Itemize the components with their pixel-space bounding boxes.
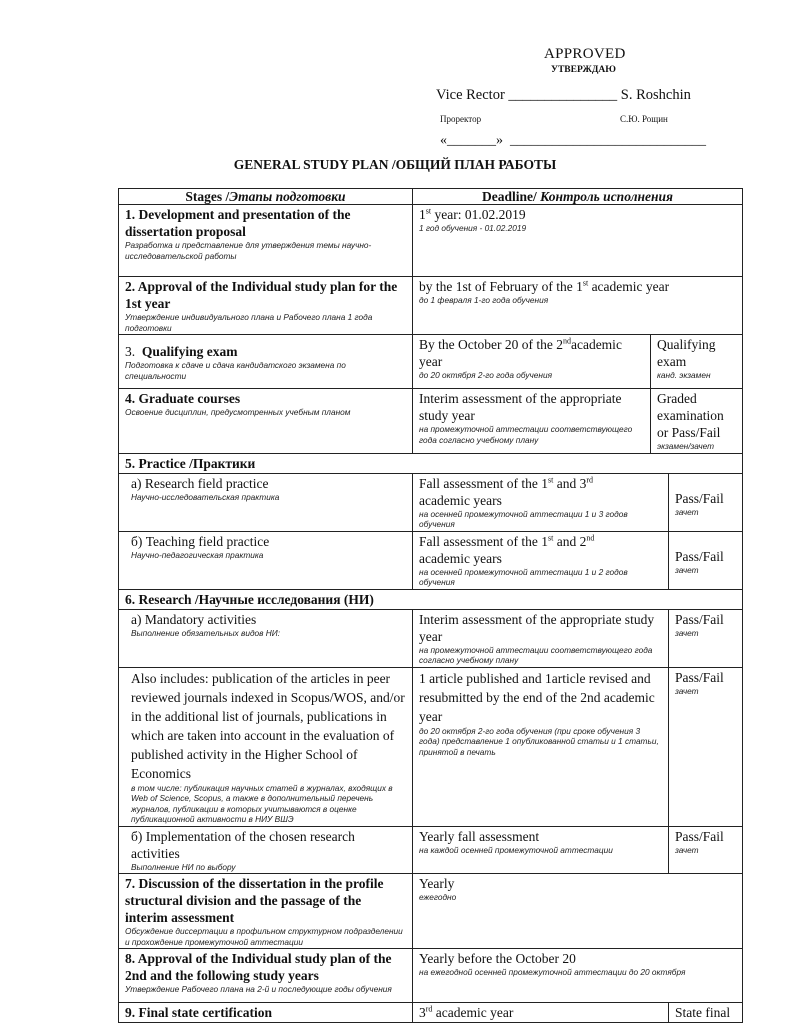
deadline-cell: Interim assessment of the appropriate study year на промежуточной аттестации соответствующего года согласно учебному плану	[413, 389, 651, 454]
vice-rector-label-ru: Проректор	[440, 114, 482, 124]
table-row	[119, 531, 743, 589]
stage-cell: б) Teaching field practice Научно-педагогическая практика	[119, 531, 413, 589]
control-cell: Pass/Fail зачет	[669, 531, 743, 589]
table-row	[119, 949, 743, 1003]
table-row	[119, 826, 743, 874]
table-row	[119, 1003, 743, 1023]
vice-rector-signature-line: Vice Rector _______________ S. Roshchin	[436, 87, 691, 103]
approved-label-ru: УТВЕРЖДАЮ	[551, 65, 616, 75]
stage-cell: 3. Qualifying exam Подготовка к сдаче и сдача кандидатского экзамена по специальности	[119, 335, 413, 389]
table-row	[119, 277, 743, 335]
date-signature-line: «_______» ____________________________	[440, 133, 706, 148]
control-cell: Graded examination or Pass/Fail экзамен/зачет	[651, 389, 743, 454]
section-row	[119, 453, 743, 473]
table-row	[119, 473, 743, 531]
control-cell: Pass/Fail зачет	[669, 667, 743, 826]
deadline-cell: Fall assessment of the 1st and 2nd academic years на осенней промежуточной аттестации 1 и 2 годов обучения	[413, 531, 669, 589]
deadline-cell: Fall assessment of the 1st and 3rd academic years на осенней промежуточной аттестации 1 и 3 годов обучения	[413, 473, 669, 531]
table-header-row	[119, 189, 743, 205]
stage-cell: 7. Discussion of the dissertation in the profile structural division and the passage of the interim assessment Обсуждение диссертации в профильном структурном подразделении и прохождение промежуточной аттестации	[119, 874, 413, 949]
deadline-cell: By the October 20 of the 2ndacademic year до 20 октября 2-го года обучения	[413, 335, 651, 389]
deadline-header: Deadline/ Контроль исполнения	[413, 189, 743, 205]
approved-label: APPROVED	[544, 46, 626, 62]
control-cell: Qualifying exam канд. экзамен	[651, 335, 743, 389]
stage-cell: б) Implementation of the chosen research activities Выполнение НИ по выбору	[119, 826, 413, 874]
stage-cell: Also includes: publication of the articles in peer reviewed journals indexed in Scopus/WOS, and/or in the additional list of journals, publications in which are taken into account in the evaluation of published activity in the Higher School of Economics в том числе: публикация научных статей в журналах, входящих в Web of Science, Scopus, а также в дополнительный перечень журналов, публикации в которых учитываются в оценке публикационной активности в НИУ ВШЭ	[119, 667, 413, 826]
deadline-cell: Interim assessment of the appropriate study year на промежуточной аттестации соответствующего года согласно учебному плану	[413, 609, 669, 667]
control-cell: Pass/Fail зачет	[669, 609, 743, 667]
stage-cell: 1. Development and presentation of the dissertation proposal Разработка и представление для утверждения темы научно-исследовательской работы	[119, 205, 413, 277]
section-title: 6. Research /Научные исследования (НИ)	[119, 589, 743, 609]
deadline-cell: 1 article published and 1article revised and resubmitted by the end of the 2nd academic year до 20 октября 2-го года обучения (при сроке обучения 3 года) представление 1 опубликованной статьи и 1 статьи, принятой в печать	[413, 667, 669, 826]
stage-cell: 8. Approval of the Individual study plan of the 2nd and the following study years Утверждение Рабочего плана на 2-й и последующие годы обучения	[119, 949, 413, 1003]
signer-name-ru: С.Ю. Рощин	[620, 114, 668, 124]
study-plan-table	[118, 188, 743, 1023]
stage-cell: 4. Graduate courses Освоение дисциплин, предусмотренных учебным планом	[119, 389, 413, 454]
stage-cell: 2. Approval of the Individual study plan for the 1st year Утверждение индивидуального плана и Рабочего плана 1 года подготовки	[119, 277, 413, 335]
deadline-cell: Yearly before the October 20 на ежегодной осенней промежуточной аттестации до 20 октября	[413, 949, 743, 1003]
deadline-cell: by the 1st of February of the 1st academic year до 1 февраля 1-го года обучения	[413, 277, 743, 335]
document-title: GENERAL STUDY PLAN /ОБЩИЙ ПЛАН РАБОТЫ	[233, 157, 557, 172]
stage-cell: а) Mandatory activities Выполнение обязательных видов НИ:	[119, 609, 413, 667]
control-cell: Pass/Fail зачет	[669, 826, 743, 874]
stage-cell: а) Research field practice Научно-исследовательская практика	[119, 473, 413, 531]
stages-header: Stages /Этапы подготовки	[119, 189, 413, 205]
section-title: 5. Practice /Практики	[119, 453, 743, 473]
deadline-cell: Yearly ежегодно	[413, 874, 743, 949]
deadline-cell: Yearly fall assessment на каждой осенней промежуточной аттестации	[413, 826, 669, 874]
table-row	[119, 667, 743, 826]
control-cell: State final	[669, 1003, 743, 1023]
deadline-cell: 3rd academic year	[413, 1003, 669, 1023]
control-cell: Pass/Fail зачет	[669, 473, 743, 531]
stage-cell: 9. Final state certification	[119, 1003, 413, 1023]
deadline-cell: 1st year: 01.02.2019 1 год обучения - 01.02.2019	[413, 205, 743, 277]
table-row	[119, 205, 743, 277]
section-row	[119, 589, 743, 609]
table-row	[119, 609, 743, 667]
table-row	[119, 874, 743, 949]
table-row	[119, 389, 743, 454]
table-row	[119, 335, 743, 389]
